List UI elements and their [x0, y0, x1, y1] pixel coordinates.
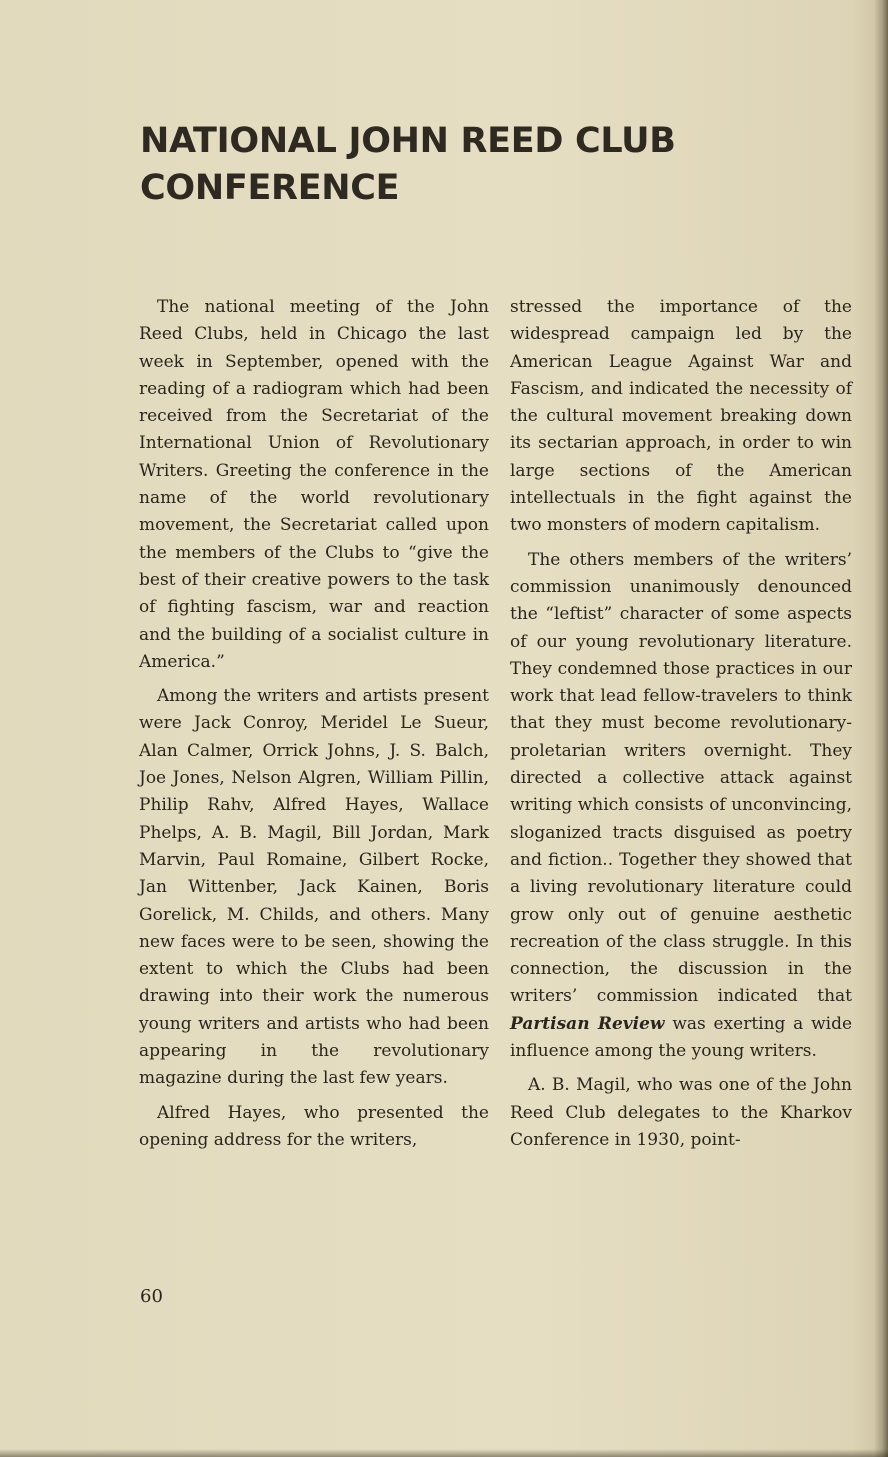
paragraph: Among the writers and artists present were Jack Conroy, Meridel Le Sueur, Alan Calmer, Orrick Johns, J. S. Balch, Joe Jones, Nelson Algren, William Pillin, Philip Rahv, Alfred Hayes, Wallace Phelps, A. B. Magil, Bill Jordan, Mark Marvin, Paul Romaine, Gilbert Rocke, Jan Wittenber, Jack Kainen, Boris Gorelick, M. Childs, and others. Many new faces were to be seen, showing the extent to which the Clubs had been drawing into their work the numerous young writers and artists who had been appearing in the revolutionary magazine during the last few years.: [139, 686, 489, 1089]
right-column: [510, 294, 852, 1161]
paragraph: stressed the importance of the widespread campaign led by the American League Against War and Fascism, and indicated the necessity of the cultural movement breaking down its sectarian approach, in order to win large sections of the American intellectuals in the fight against the two monsters of modern capitalism.: [510, 297, 852, 536]
page-edge-shadow: [0, 1449, 888, 1457]
paragraph: [510, 547, 852, 1066]
page-number: 60: [140, 1286, 163, 1307]
magazine-name: Partisan Review: [510, 1013, 665, 1034]
article-title: NATIONAL JOHN REED CLUB CONFERENCE: [140, 121, 676, 208]
paragraph-text: was exerting a wide influence among the young writers.: [510, 1013, 853, 1062]
paragraph: Alfred Hayes, who presented the opening address for the writers,: [139, 1102, 489, 1150]
paragraph: The national meeting of the John Reed Clubs, held in Chicago the last week in September, opened with the reading of a radiogram which had been received from the Secretariat of the International Union of Revolutionary Writers. Greeting the conference in the name of the world revolutionary movement, the Secretariat called upon the members of the Clubs to “give the best of their creative powers to the task of fighting fascism, war and reaction and the building of a socialist culture in America.”: [139, 297, 489, 672]
page-edge-shadow: [874, 0, 888, 1457]
paragraph-text: The others members of the writers’ commission unanimously denounced the “leftist” character of some aspects of our young revolutionary literature. They condemned those practices in our work that lead fellow-travelers to think that they must become revolutionary-proletarian writers overnight. They directed a collective attack against writing which consists of unconvincing, sloganized tracts disguised as poetry and fiction.. Together they showed that a living revolutionary literature could grow only out of genuine aesthetic recreation of the class struggle. In this connection, the discussion in the writers’ commission indicated that: [510, 549, 852, 1007]
left-column: [139, 294, 489, 1161]
paragraph: A. B. Magil, who was one of the John Reed Club delegates to the Kharkov Conference in 1930, point-: [510, 1075, 852, 1150]
